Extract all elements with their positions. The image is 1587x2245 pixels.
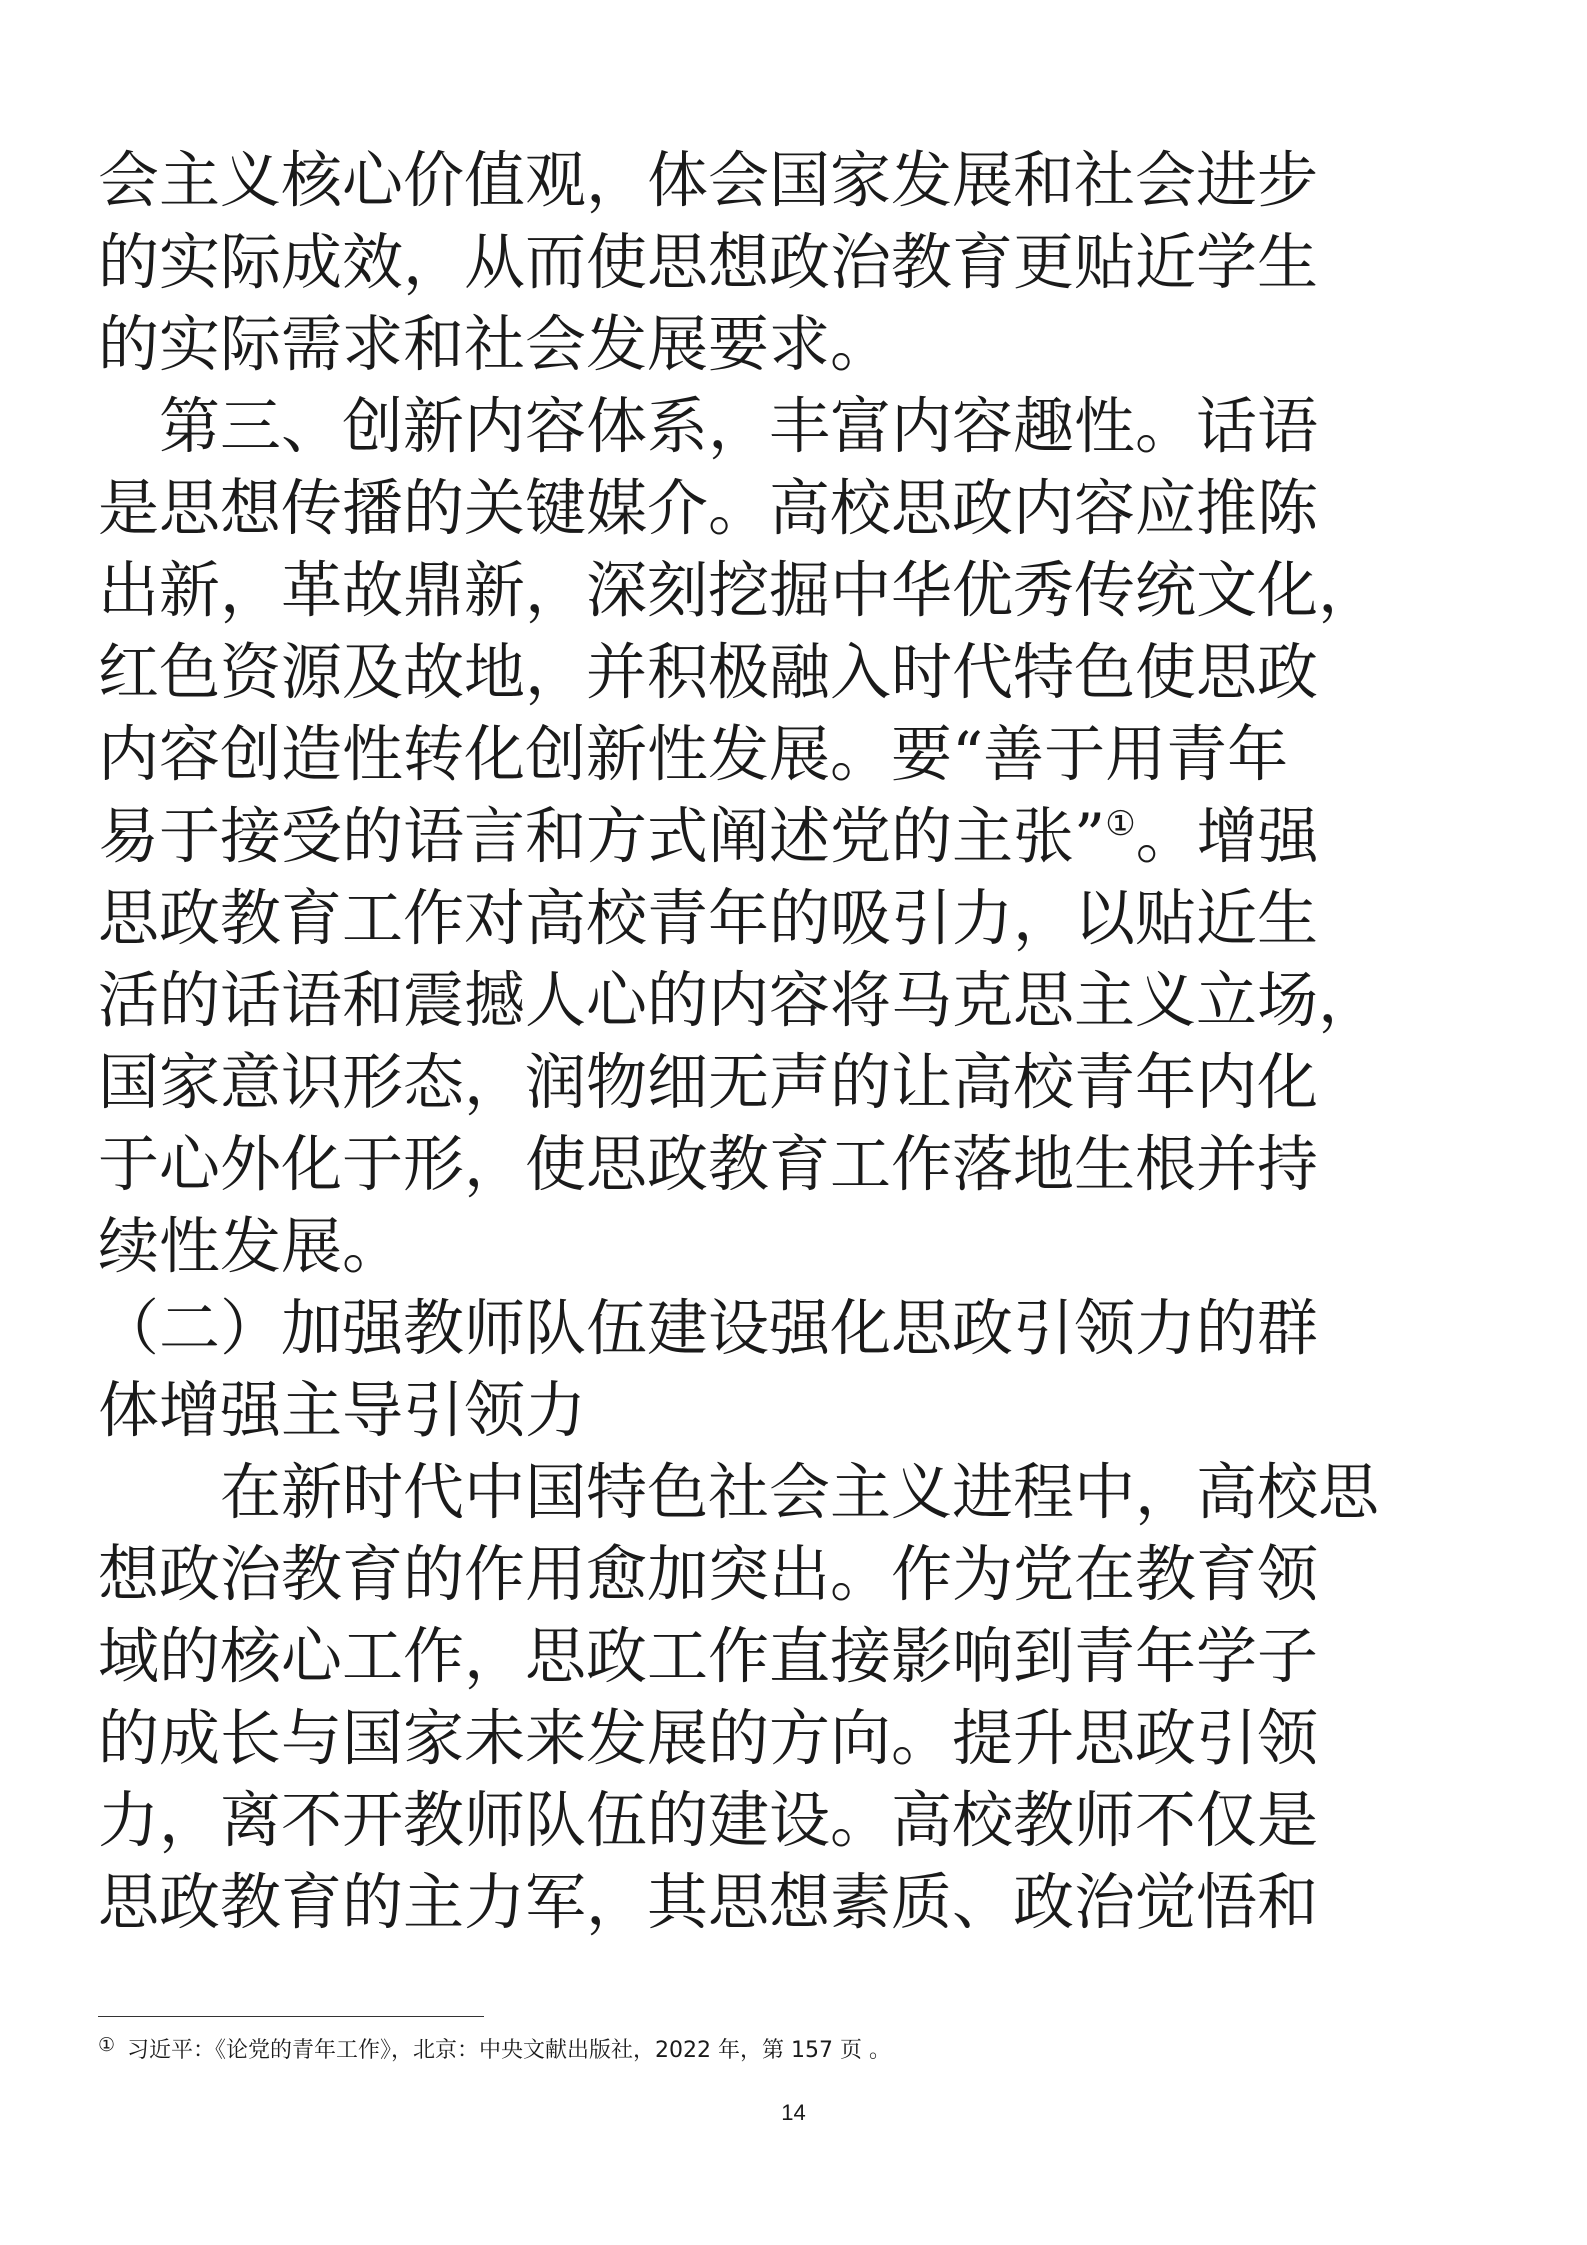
text-line: 红色资源及故地，并积极融入时代特色使思政	[98, 637, 1319, 708]
text-line: 续性发展。	[98, 1211, 404, 1282]
text-line: 思政教育的主力军，其思想素质、政治觉悟和	[98, 1867, 1319, 1938]
footnote	[98, 2028, 1398, 2068]
text-line: 的成长与国家未来发展的方向。提升思政引领	[98, 1703, 1319, 1774]
text-line-with-footnote	[98, 796, 1498, 878]
text-line: 想政治教育的作用愈加突出。作为党在教育领	[98, 1539, 1319, 1610]
section-heading-line: （二）加强教师队伍建设强化思政引领力的群	[98, 1293, 1319, 1364]
page-number: 14	[781, 2100, 806, 2125]
text-line: 在新时代中国特色社会主义进程中，高校思	[98, 1457, 1380, 1528]
footnote-mark: ①	[98, 2034, 116, 2056]
text-line: 第三、创新内容体系，丰富内容趣性。话语	[98, 391, 1319, 462]
text-line: 思政教育工作对高校青年的吸引力，以贴近生	[98, 883, 1319, 954]
footnote-separator	[98, 2016, 484, 2017]
text-line: 国家意识形态，润物细无声的让高校青年内化	[98, 1047, 1319, 1118]
text-line: 活的话语和震撼人心的内容将马克思主义立场，	[98, 965, 1380, 1036]
footnote-reference[interactable]: ①	[1105, 804, 1136, 844]
text-line: 是思想传播的关键媒介。高校思政内容应推陈	[98, 473, 1319, 544]
footnote-text: 习近平：《论党的青年工作》，北京：中央文献出版社，2022 年，第 157 页 。	[127, 2038, 892, 2063]
text-line: 内容创造性转化创新性发展。要“善于用青年	[98, 719, 1289, 790]
text-line: 出新，革故鼎新，深刻挖掘中华优秀传统文化，	[98, 555, 1380, 626]
body-text	[98, 140, 1498, 1944]
text-line: 会主义核心价值观，体会国家发展和社会进步	[98, 145, 1319, 216]
section-heading-line: 体增强主导引领力	[98, 1375, 587, 1446]
text-line: 的实际需求和社会发展要求。	[98, 309, 892, 380]
text-line: 的实际成效，从而使思想政治教育更贴近学生	[98, 227, 1319, 298]
text-line: 力，离不开教师队伍的建设。高校教师不仅是	[98, 1785, 1319, 1856]
text-line: 于心外化于形，使思政教育工作落地生根并持	[98, 1129, 1319, 1200]
text-segment: 。增强	[1135, 801, 1319, 872]
text-line: 域的核心工作，思政工作直接影响到青年学子	[98, 1621, 1319, 1692]
text-segment: 易于接受的语言和方式阐述党的主张”	[98, 801, 1106, 872]
